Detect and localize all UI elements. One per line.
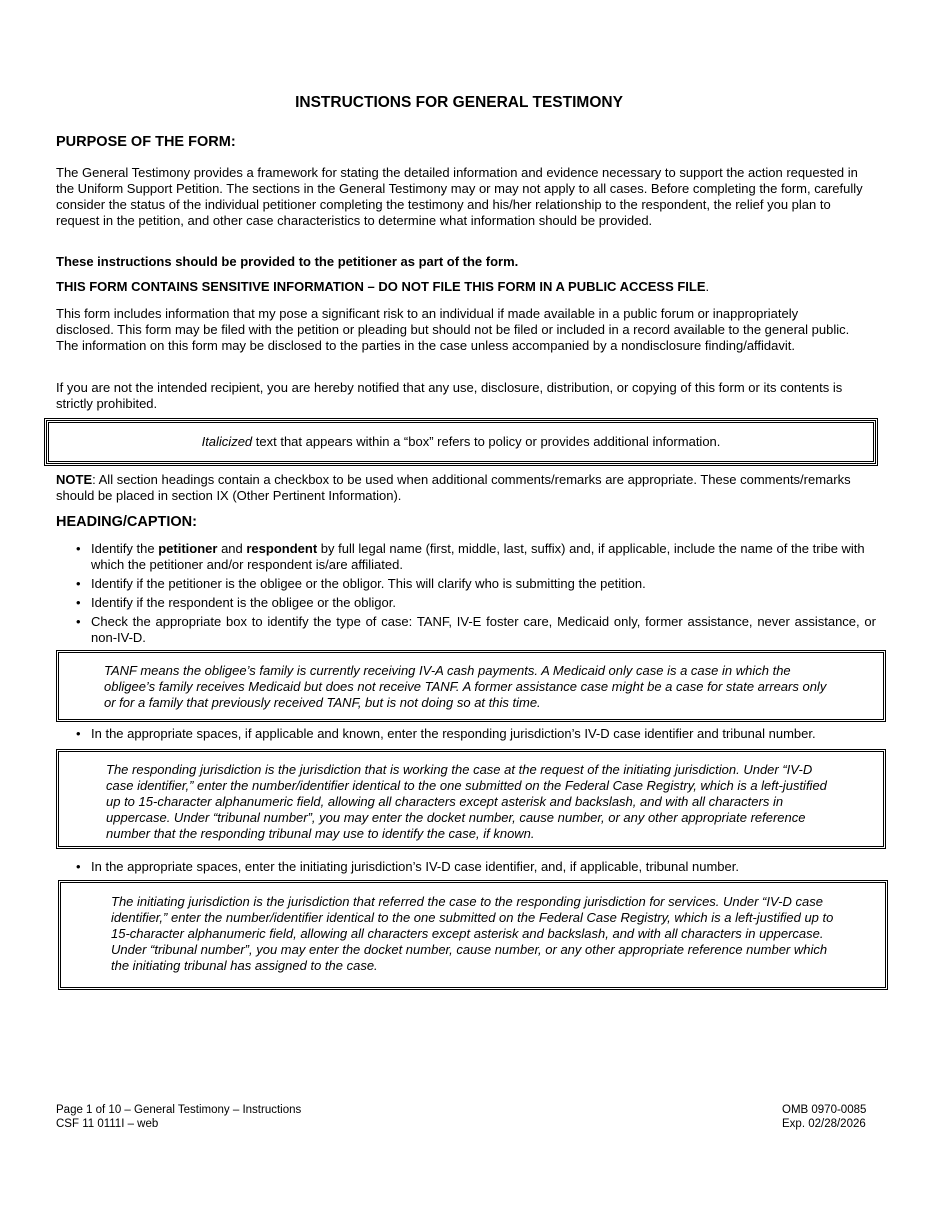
bullet1-petitioner: petitioner: [158, 541, 218, 556]
bullet1-text-2: and: [217, 541, 247, 556]
footer-form-code: CSF 11 0111I – web: [56, 1118, 159, 1130]
list-item: • In the appropriate spaces, enter the initiating jurisdiction’s IV-D case identifier, and, if applicable, tribunal number.: [76, 859, 876, 875]
page-title: INSTRUCTIONS FOR GENERAL TESTIMONY: [295, 94, 623, 111]
initiating-info-text: The initiating jurisdiction is the jurisdiction that referred the case to the responding jurisdiction for services. Under “IV-D case identifier,” enter the number/identifier identical to the one submitted on the Federal Case Registry, which is a left-justified up to 15-character alphanumeric field, allowing all characters except asterisk and backslash, and with all characters in uppercase. Under “tribunal number”, you may enter the docket number, cause number, or any other appropriate reference number which the initiating tribunal has assigned to the case.: [111, 894, 834, 973]
tanf-info-box: [56, 650, 886, 722]
footer-left: [56, 1103, 301, 1131]
bullet1-text-1: Identify the: [91, 541, 159, 556]
italic-legend-rest: text that appears within a “box” refers to policy or provides additional information.: [252, 434, 721, 449]
recipient-paragraph: If you are not the intended recipient, you are hereby notified that any use, disclosure, distribution, or copying of this form or its contents is strictly prohibited.: [56, 380, 843, 411]
heading-caption-heading: HEADING/CAPTION:: [56, 514, 197, 530]
disclosure-paragraph: This form includes information that my pose a significant risk to an individual if made available in a public forum or inappropriately disclosed. This form may be filed with the petition or pleading but should not be filed or included in a record available to the general public. The information on this form may be disclosed to the parties in the case unless accompanied by a nondisclosure finding/affidavit.: [56, 306, 850, 353]
caption-bullet-responding: [76, 726, 876, 745]
list-item: • Identify if the respondent is the obligee or the obligor.: [76, 595, 876, 611]
bullet1-text-3: by full legal name (first, middle, last, suffix) and, if applicable, include the name of the tribe with which the petitioner and/or respondent is/are affiliated.: [91, 541, 865, 572]
footer-page-info: Page 1 of 10 – General Testimony – Instructions: [56, 1104, 302, 1116]
list-item: [76, 541, 876, 573]
sensitive-notice-text: THIS FORM CONTAINS SENSITIVE INFORMATION – DO NOT FILE THIS FORM IN A PUBLIC ACCESS FILE: [56, 279, 706, 294]
list-item: • In the appropriate spaces, if applicable and known, enter the responding jurisdiction’s IV-D case identifier and tribunal number.: [76, 726, 876, 742]
sensitive-notice-period: .: [705, 279, 710, 294]
caption-bullet-initiating: [76, 859, 876, 878]
footer-right: [782, 1103, 866, 1131]
bullet1-respondent: respondent: [246, 541, 318, 556]
list-item: • Identify if the petitioner is the obligee or the obligor. This will clarify who is submitting the petition.: [76, 576, 876, 592]
note-label: NOTE: [56, 472, 93, 487]
purpose-paragraph: The General Testimony provides a framework for stating the detailed information and evidence necessary to support the action requested in the Uniform Support Petition. The sections in the General Testimony may or may not apply to all cases. Before completing the form, carefully consider the status of the individual petitioner completing the testimony and his/her relationship to the respondent, the relief you plan to request in the petition, and other case characteristics to determine what information should be provided.: [56, 165, 863, 228]
italic-legend-box: [44, 418, 878, 466]
note-text: : All section headings contain a checkbox to be used when additional comments/remarks are appropriate. These comments/remarks should be placed in section IX (Other Pertinent Information).: [56, 472, 851, 503]
italic-legend-text: [48, 422, 874, 462]
italic-legend-italic-word: Italicized: [201, 434, 253, 449]
sensitive-notice: [56, 279, 874, 295]
responding-info-box: [56, 749, 886, 849]
provided-note: These instructions should be provided to the petitioner as part of the form.: [56, 254, 519, 269]
initiating-info-box: [58, 880, 888, 990]
footer-expiration: Exp. 02/28/2026: [782, 1118, 866, 1130]
purpose-heading: PURPOSE OF THE FORM:: [56, 134, 236, 150]
note-paragraph: [56, 472, 874, 504]
footer-omb-number: OMB 0970-0085: [782, 1104, 867, 1116]
tanf-info-text: TANF means the obligee’s family is currently receiving IV-A cash payments. A Medicaid only case is a case in which the obligee’s family receives Medicaid but does not receive TANF. A former assistance case might be a case for state arrears only or for a family that previously received TANF, but is not doing so at this time.: [104, 663, 827, 710]
list-item: • Check the appropriate box to identify the type of case: TANF, IV-E foster care, Medicaid only, former assistance, never assistance, or non-IV-D.: [76, 614, 876, 646]
caption-bullets-top: [76, 541, 876, 649]
responding-info-text: The responding jurisdiction is the jurisdiction that is working the case at the request of the initiating jurisdiction. Under “IV-D case identifier,” enter the number/identifier identical to the one submitted on the Federal Case Registry, which is a left-justified up to 15-character alphanumeric field, allowing all characters except asterisk and backslash, and with all characters in uppercase. Under “tribunal number”, you may enter the docket number, cause number, or any other appropriate reference number that the responding tribunal may use to identify the case, if known.: [106, 762, 827, 841]
